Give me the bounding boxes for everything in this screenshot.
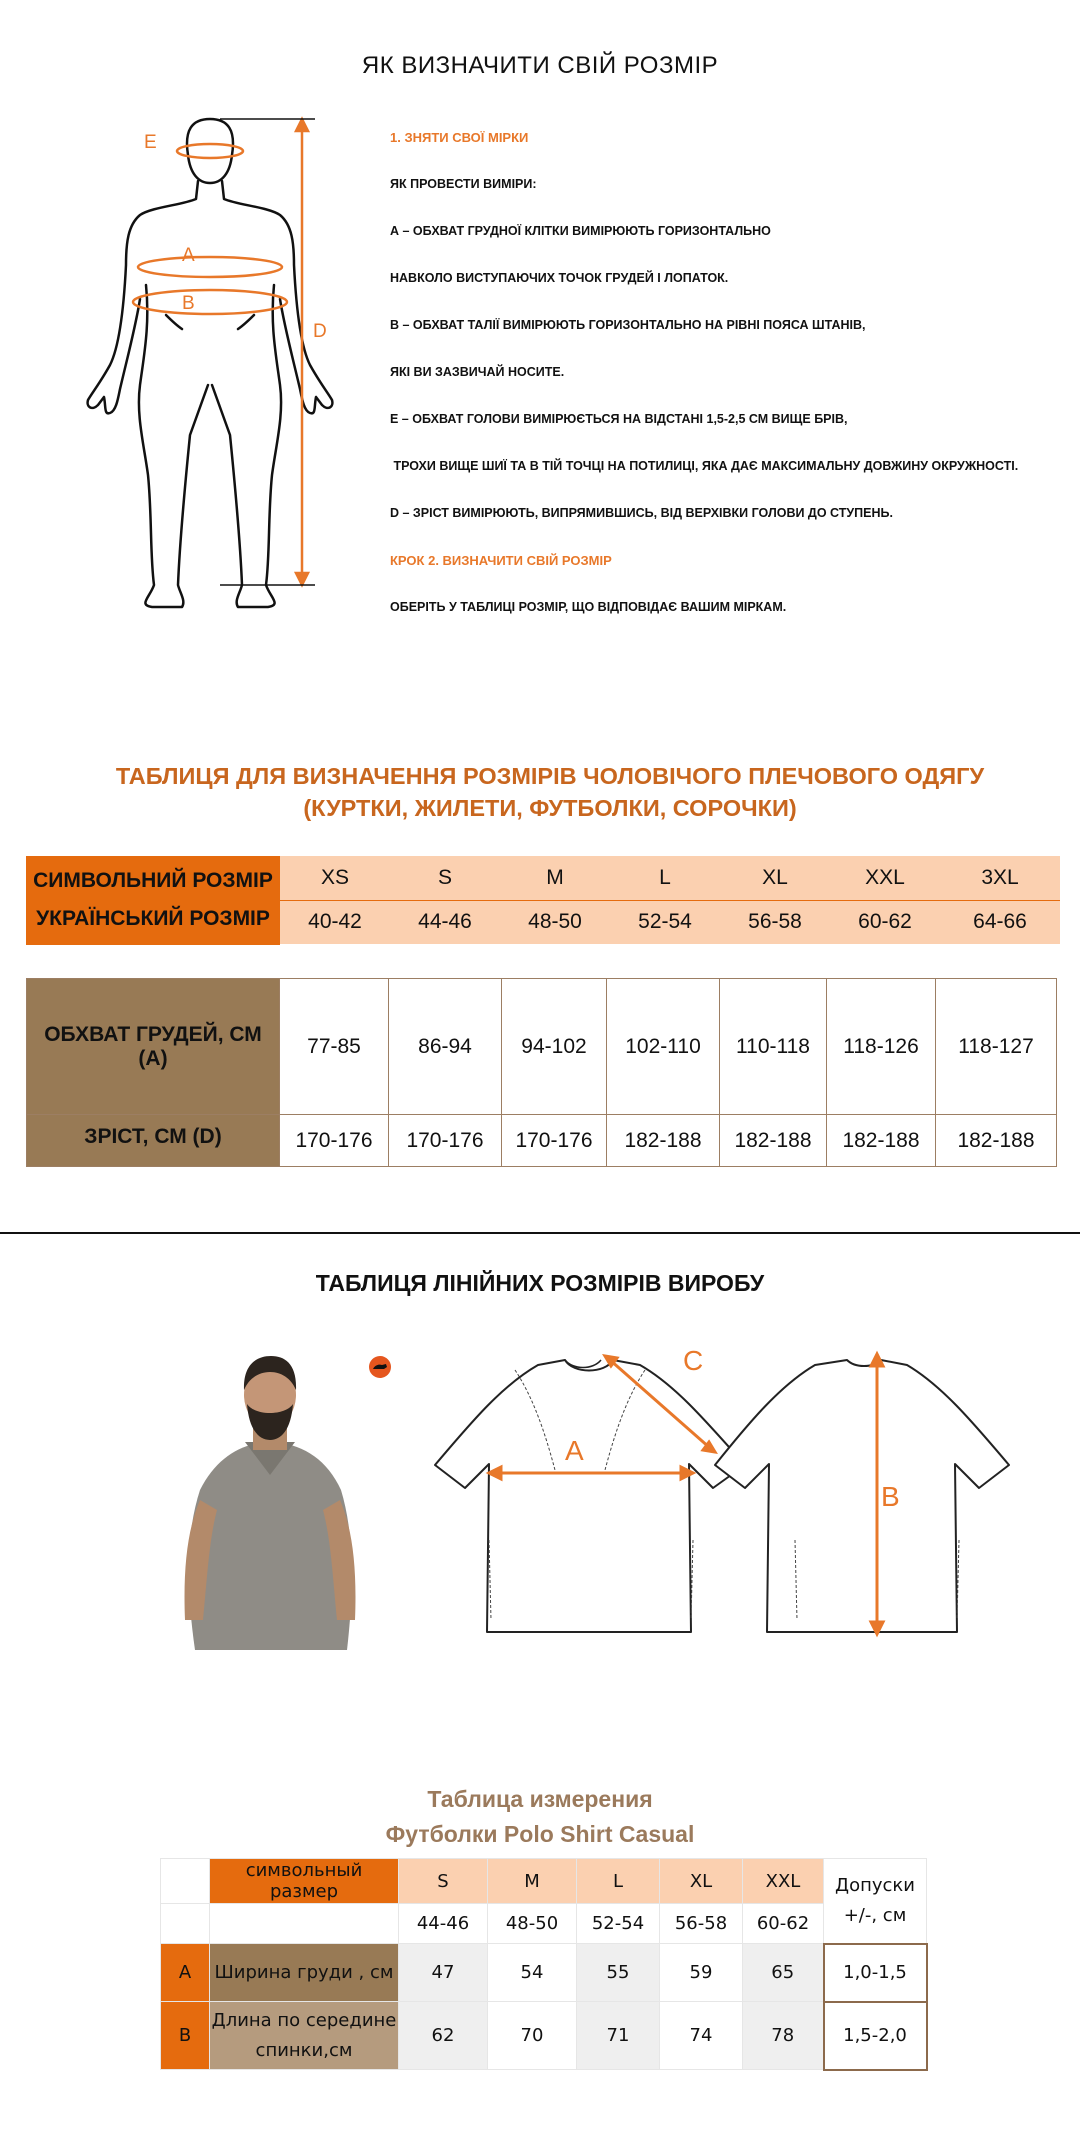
row-label: Длина по середине спинки,см xyxy=(210,2002,399,2070)
product-value: 74 xyxy=(660,2002,743,2070)
instruction-line: В – ОБХВАТ ТАЛІЇ ВИМІРЮЮТЬ ГОРИЗОНТАЛЬНО НА РІВНІ ПОЯСА ШТАНІВ, xyxy=(390,318,866,332)
instruction-line: ЯКІ ВИ ЗАЗВИЧАЙ НОСИТЕ. xyxy=(390,365,565,379)
ukrainian-size: 64-66 xyxy=(940,900,1060,944)
size-table-title-line-2: (КУРТКИ, ЖИЛЕТИ, ФУТБОЛКИ, СОРОЧКИ) xyxy=(303,795,797,821)
symbolic-size: XXL xyxy=(830,856,940,900)
size-table-title xyxy=(0,760,1080,824)
instruction-line: Е – ОБХВАТ ГОЛОВИ ВИМІРЮЄТЬСЯ НА ВІДСТАНІ 1,5-2,5 СМ ВИЩЕ БРІВ, xyxy=(390,412,848,426)
step-1-heading: 1. ЗНЯТИ СВОЇ МІРКИ xyxy=(390,130,529,145)
chest-value: 94-102 xyxy=(502,979,607,1115)
tshirt-diagram xyxy=(425,1340,1025,1650)
instruction-line: ЯК ПРОВЕСТИ ВИМІРИ: xyxy=(390,177,537,191)
instruction-line: НАВКОЛО ВИСТУПАЮЧИХ ТОЧОК ГРУДЕЙ І ЛОПАТОК. xyxy=(390,271,729,285)
symbolic-size: M xyxy=(488,1859,577,1904)
size-labels-cell xyxy=(26,856,280,944)
height-value: 170-176 xyxy=(280,1115,389,1167)
chest-value: 118-127 xyxy=(936,979,1057,1115)
product-value: 65 xyxy=(743,1944,824,2002)
height-label xyxy=(27,1115,280,1167)
symbolic-size: 3XL xyxy=(940,856,1060,900)
ukrainian-size: 48-50 xyxy=(500,900,610,944)
height-value: 170-176 xyxy=(389,1115,502,1167)
numeric-size: 44-46 xyxy=(399,1904,488,1944)
label-e: E xyxy=(144,132,157,153)
section-divider xyxy=(0,1232,1080,1234)
symbolic-size-label: СИМВОЛЬНИЙ РОЗМІР xyxy=(33,868,273,892)
chest-value: 118-126 xyxy=(827,979,936,1115)
chest-value: 110-118 xyxy=(720,979,827,1115)
height-value: 182-188 xyxy=(720,1115,827,1167)
tolerance-value: 1,5-2,0 xyxy=(824,2002,927,2070)
chest-value: 77-85 xyxy=(280,979,389,1115)
symbolic-size: M xyxy=(500,856,610,900)
label-b: B xyxy=(182,293,195,314)
symbolic-size: XS xyxy=(280,856,390,900)
tolerance-label: Допуски +/-, см xyxy=(824,1859,927,1944)
product-value: 55 xyxy=(577,1944,660,2002)
body-measurements-table xyxy=(26,978,1057,1167)
row-letter: A xyxy=(161,1944,210,2002)
numeric-size: 48-50 xyxy=(488,1904,577,1944)
label-a: A xyxy=(182,245,195,266)
size-table-title-line-1: ТАБЛИЦЯ ДЛЯ ВИЗНАЧЕННЯ РОЗМІРІВ ЧОЛОВІЧОГО ПЛЕЧОВОГО ОДЯГУ xyxy=(115,763,985,789)
symbolic-size: XL xyxy=(720,856,830,900)
page-title: ЯК ВИЗНАЧИТИ СВІЙ РОЗМІР xyxy=(361,52,719,79)
numeric-size: 60-62 xyxy=(743,1904,824,1944)
height-value: 182-188 xyxy=(827,1115,936,1167)
symbolic-size: S xyxy=(390,856,500,900)
product-value: 47 xyxy=(399,1944,488,2002)
height-value: 182-188 xyxy=(607,1115,720,1167)
tolerance-value: 1,0-1,5 xyxy=(824,1944,927,2002)
ukrainian-size-label: УКРАЇНСЬКИЙ РОЗМІР xyxy=(36,906,270,930)
instruction-line: ОБЕРІТЬ У ТАБЛИЦІ РОЗМІР, ЩО ВІДПОВІДАЄ ВАШИМ МІРКАМ. xyxy=(390,600,787,614)
garment-dimensions-title: ТАБЛИЦЯ ЛІНІЙНИХ РОЗМІРІВ ВИРОБУ xyxy=(315,1270,765,1296)
ukrainian-size: 56-58 xyxy=(720,900,830,944)
empty-cell xyxy=(161,1859,210,1904)
product-size-table xyxy=(160,1858,928,2071)
label-c: C xyxy=(683,1345,704,1376)
body-measurement-figure xyxy=(80,115,370,615)
numeric-size: 52-54 xyxy=(577,1904,660,1944)
height-label-text: ЗРІСТ, СМ (D) xyxy=(84,1124,222,1148)
row-label: Ширина груди , см xyxy=(210,1944,399,2002)
brand-logo-icon xyxy=(368,1355,392,1379)
product-value: 62 xyxy=(399,2002,488,2070)
height-value: 182-188 xyxy=(936,1115,1057,1167)
symbolic-size: XXL xyxy=(743,1859,824,1904)
ukrainian-size: 40-42 xyxy=(280,900,390,944)
chest-value: 86-94 xyxy=(389,979,502,1115)
empty-cell xyxy=(210,1904,399,1944)
ukrainian-size: 44-46 xyxy=(390,900,500,944)
product-value: 70 xyxy=(488,2002,577,2070)
label-d: D xyxy=(313,321,327,342)
ukrainian-size: 52-54 xyxy=(610,900,720,944)
empty-cell xyxy=(161,1904,210,1944)
ukrainian-size: 60-62 xyxy=(830,900,940,944)
label-a: A xyxy=(565,1435,584,1466)
row-letter: B xyxy=(161,2002,210,2070)
step-2-heading: КРОК 2. ВИЗНАЧИТИ СВІЙ РОЗМІР xyxy=(390,553,612,568)
product-value: 59 xyxy=(660,1944,743,2002)
numeric-size: 56-58 xyxy=(660,1904,743,1944)
symbolic-size: XL xyxy=(660,1859,743,1904)
model-photo xyxy=(175,1350,365,1650)
chest-value: 102-110 xyxy=(607,979,720,1115)
height-value: 170-176 xyxy=(502,1115,607,1167)
chest-label: ОБХВАТ ГРУДЕЙ, СМ (А) xyxy=(27,979,280,1115)
instruction-line: D – ЗРІСТ ВИМІРЮЮТЬ, ВИПРЯМИВШИСЬ, ВІД ВЕРХІВКИ ГОЛОВИ ДО СТУПЕНЬ. xyxy=(390,506,893,520)
label-b: B xyxy=(881,1481,900,1512)
product-table-title-line-2: Футболки Polo Shirt Casual xyxy=(385,1821,695,1847)
symbolic-size: L xyxy=(610,856,720,900)
symbolic-size: S xyxy=(399,1859,488,1904)
instruction-line: А – ОБХВАТ ГРУДНОЇ КЛІТКИ ВИМІРЮЮТЬ ГОРИЗОНТАЛЬНО xyxy=(390,224,771,238)
symbolic-size: L xyxy=(577,1859,660,1904)
symbolic-size-label: символьный размер xyxy=(210,1859,399,1904)
product-table-title-line-1: Таблица измерения xyxy=(427,1786,653,1812)
instruction-line: ТРОХИ ВИЩЕ ШИЇ ТА В ТІЙ ТОЧЦІ НА ПОТИЛИЦІ, ЯКА ДАЄ МАКСИМАЛЬНУ ДОВЖИНУ ОКРУЖНОСТІ. xyxy=(390,459,1019,473)
size-conversion-table xyxy=(26,856,1060,945)
product-value: 71 xyxy=(577,2002,660,2070)
product-value: 54 xyxy=(488,1944,577,2002)
product-value: 78 xyxy=(743,2002,824,2070)
